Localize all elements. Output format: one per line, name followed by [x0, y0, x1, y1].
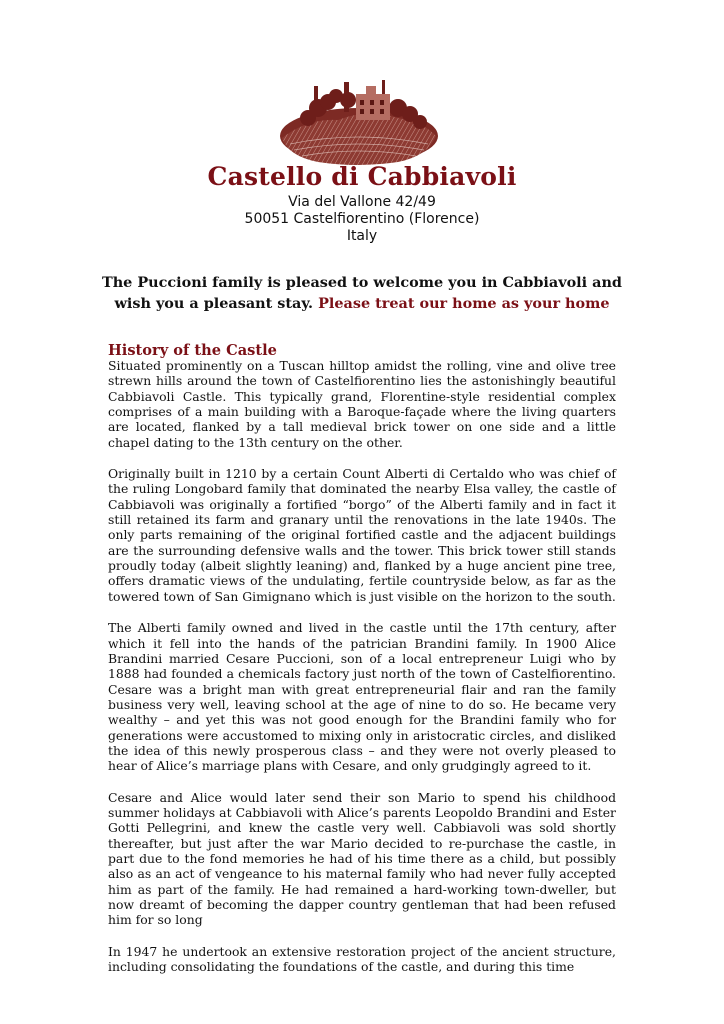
page-title: Castello di Cabbiavoli: [207, 162, 517, 191]
welcome-highlight: Please treat our home as your home: [318, 295, 610, 312]
history-paragraph: In 1947 he undertook an extensive restoration project of the ancient structure, including consolidating the foundations of the castle, and during this time: [108, 943, 616, 975]
history-body: [108, 358, 616, 990]
history-paragraph: The Alberti family owned and lived in the castle until the 17th century, after which it fell into the hands of the patrician Brandini family. In 1900 Alice Brandini married Cesare Puccioni, son of a local entrepreneur Luigi who by 1888 had founded a chemicals factory just north of the town of Castelfiorentino. Cesare was a bright man with great entrepreneurial flair and ran the family business very well, leaving school at the age of nine to do so. He became very wealthy – and yet this was not good enough for the Brandini family who for generations were accustomed to mixing only in aristocratic circles, and disliked the idea of this newly prosperous class – and they were not overly pleased to hear of Alice’s marriage plans with Cesare, and only grudgingly agreed to it.: [108, 620, 616, 774]
welcome-message: [100, 272, 624, 314]
history-paragraph: Originally built in 1210 by a certain Count Alberti di Certaldo who was chief of the ruling Longobard family that dominated the nearby Elsa valley, the castle of Cabbiavoli was originally a fortified “borgo” of the Alberti family and in fact it still retained its farm and granary until the renovations in the late 1940s. The only parts remaining of the original fortified castle and the adjacent buildings are the surrounding defensive walls and the tower. This brick tower still stands proudly today (albeit slightly leaning) and, flanked by a huge ancient pine tree, offers dramatic views of the undulating, fertile countryside below, as far as the towered town of San Gimignano which is just visible on the horizon to the south.: [108, 466, 616, 604]
welcome-text: The Puccioni family is pleased to welcome you in Cabbiavoli and wish you a pleasant stay.: [102, 274, 622, 312]
history-paragraph: Situated prominently on a Tuscan hilltop amidst the rolling, vine and olive tree strewn hills around the town of Castelfiorentino lies the astonishingly beautiful Cabbiavoli Castle. This typically grand, Florentine-style residential complex comprises of a main building with a Baroque-façade where the living quarters are located, flanked by a tall medieval brick tower on one side and a little chapel dating to the 13th century on the other.: [108, 358, 616, 450]
address-country: Italy: [346, 228, 378, 244]
address-city: 50051 Castelfiorentino (Florence): [244, 211, 480, 227]
history-paragraph: Cesare and Alice would later send their son Mario to spend his childhood summer holidays at Cabbiavoli with Alice’s parents Leopoldo Brandini and Ester Gotti Pellegrini, and knew the castle very well. Cabbiavoli was sold shortly thereafter, but just after the war Mario decided to re-purchase the castle, in part due to the fond memories he had of his time there as a child, but possibly also as an act of vengeance to his maternal family who had never fully accepted him as part of the family. He had remained a hard-working town-dweller, but now dreamt of becoming the dapper country gentleman that had been refused him for so long: [108, 789, 616, 928]
castle-hill-illustration-icon: [278, 78, 440, 166]
address-street: Via del Vallone 42/49: [288, 194, 436, 210]
section-heading-history: History of the Castle: [108, 342, 277, 359]
